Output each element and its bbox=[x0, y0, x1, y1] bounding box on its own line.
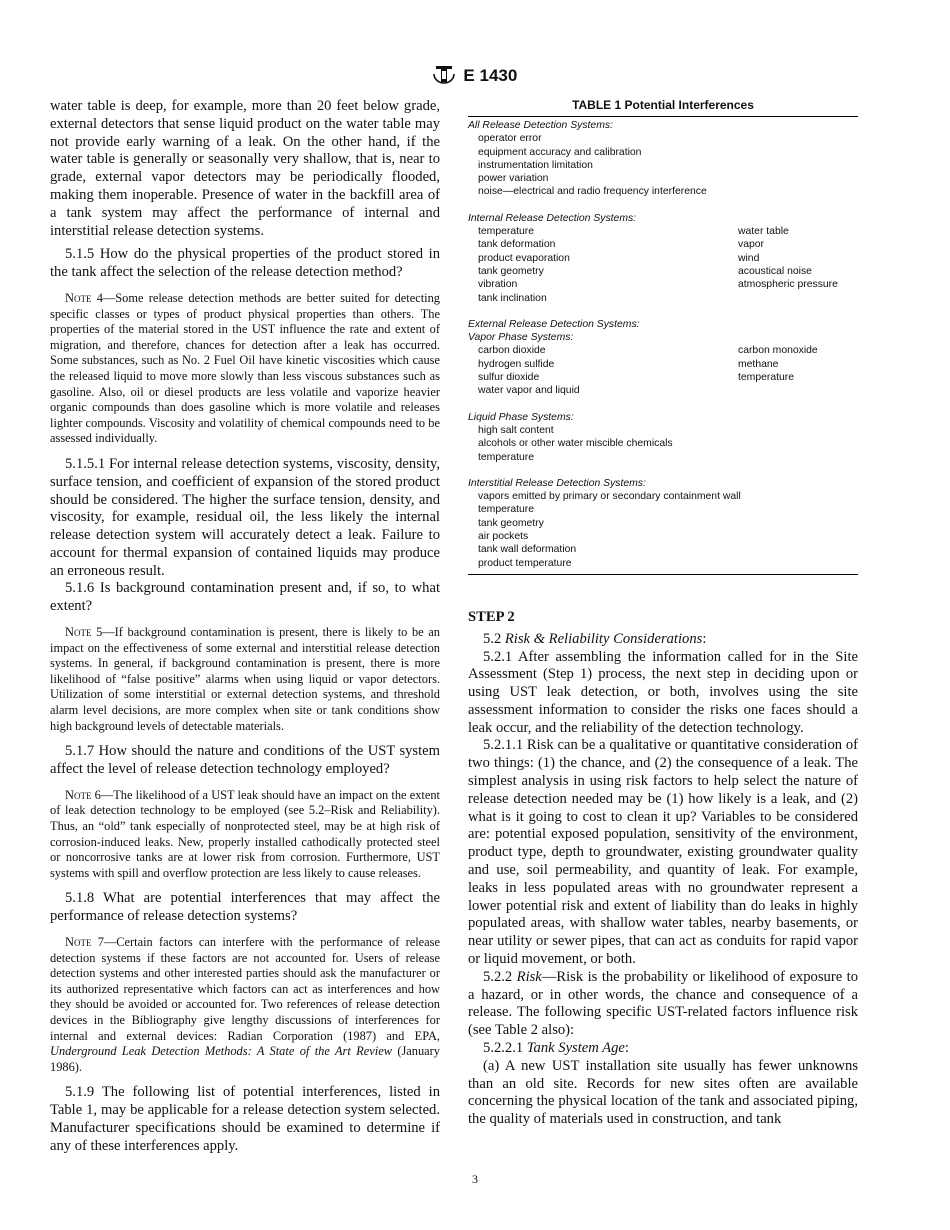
left-column bbox=[50, 98, 440, 1156]
section-5-2 bbox=[468, 631, 858, 649]
table-item: air pockets bbox=[478, 531, 529, 543]
table-item: tank geometry bbox=[478, 517, 544, 529]
section-5-2-1-1: 5.2.1.1 Risk can be a qualitative or quantitative consideration of two things: (1) the chance, and (2) the consequence of a leak. The simplest analysis in using risk factors to help select the nature of release detection needed may be (1) how likely is a leak, and (2) what is it going to cost to clean it up? Variables to be considered are: potential exposed population, sensitivity of the environment, product type, depth to groundwater, existing groundwater quality and use, soil permeability, and quantity of leak. For example, leaks in less populated areas with no groundwater represent a lower potential risk and extent of liability than do leaks in highly populated areas, with shallow water tables, nearby basements, or near utility or sewer pipes, that can act as conduits for rapid vapor or liquid movement, or both. bbox=[468, 737, 858, 968]
note-4 bbox=[50, 291, 440, 447]
internal-items bbox=[468, 225, 858, 305]
table-item: tank geometry bbox=[478, 265, 544, 277]
interstitial-items bbox=[468, 490, 858, 570]
table-item: hydrogen sulfide bbox=[478, 358, 555, 370]
note-6 bbox=[50, 788, 440, 882]
section-5-1-7: 5.1.7 How should the nature and conditions of the UST system affect the level of release detection technology employed? bbox=[50, 743, 440, 778]
vapor-items bbox=[468, 344, 858, 397]
table-item: noise—electrical and radio frequency interference bbox=[478, 186, 707, 198]
section-5-1-5: 5.1.5 How do the physical properties of the product stored in the tank affect the selection of the release detection method? bbox=[50, 246, 440, 281]
astm-logo-icon bbox=[433, 64, 455, 84]
right-column bbox=[468, 98, 858, 1129]
table-item: temperature bbox=[738, 372, 795, 384]
table-item: temperature bbox=[478, 504, 535, 516]
item-a bbox=[468, 1058, 858, 1129]
note-label: Note bbox=[65, 934, 92, 949]
section-number: 5.2 bbox=[483, 630, 505, 647]
note-text: 5—If background contamination is present, there is likely to be an impact on the effectiveness of some external and interstitial release detection systems. In general, if background contamination is present, there is more likelihood of “false positive” alarms when using liquid or vapor detectors. Utilization of some interstitial or external detection systems, and threshold alarm level decisions, are more complex when site or tank conditions show high background levels of detectable materials. bbox=[50, 625, 440, 733]
note-5 bbox=[50, 625, 440, 734]
table-subcategory: Vapor Phase Systems: bbox=[468, 332, 574, 344]
table-category: All Release Detection Systems: bbox=[468, 120, 613, 131]
page-number: 3 bbox=[472, 1172, 478, 1186]
table-item: carbon monoxide bbox=[738, 345, 818, 357]
punct: : bbox=[624, 1040, 629, 1057]
interferences-table bbox=[468, 116, 858, 575]
note-7 bbox=[50, 935, 440, 1075]
section-number: 5.2.2.1 bbox=[483, 1040, 527, 1057]
internal-col2 bbox=[728, 225, 858, 305]
vapor-col1 bbox=[468, 344, 728, 397]
note-label: Note bbox=[65, 290, 92, 305]
all-items bbox=[468, 132, 858, 198]
table-item: vapors emitted by primary or secondary containment wall bbox=[478, 491, 741, 503]
table-category: External Release Detection Systems: bbox=[468, 318, 640, 330]
table-item: equipment accuracy and calibration bbox=[478, 146, 642, 158]
table-item: instrumentation limitation bbox=[478, 159, 593, 171]
section-5-1-8: 5.1.8 What are potential interferences that may affect the performance of release detection systems? bbox=[50, 890, 440, 925]
table-item: alcohols or other water miscible chemicals bbox=[478, 438, 673, 450]
section-5-1-9: 5.1.9 The following list of potential interferences, listed in Table 1, may be applicable for a release detection system selected. Manufacturer specifications should be examined to determine if any of these interferences apply. bbox=[50, 1084, 440, 1154]
note-text: 7—Certain factors can interfere with the performance of release detection systems if these factors are not accounted for. Users of release detection systems and other interested parties should ask the manufacturer or its authorized representative which factors can act as interferences and how they should be avoided or accounted for. Two references of release detection devices in the Bibliography give lengthy discussions of interferences for internal and external devices: Radian Corporation (1987) and EPA, bbox=[50, 934, 440, 1043]
table-item: vapor bbox=[738, 239, 764, 251]
section-5-2-2-1 bbox=[468, 1040, 858, 1058]
table-item: water table bbox=[738, 226, 789, 238]
table-item: temperature bbox=[478, 226, 535, 238]
section-term: Risk bbox=[516, 968, 542, 985]
section-title: Risk & Reliability Considerations bbox=[504, 630, 703, 647]
table-item: temperature bbox=[478, 451, 535, 463]
table-item: high salt content bbox=[478, 424, 554, 436]
item-label: (a) bbox=[483, 1057, 500, 1074]
section-title: Tank System Age bbox=[526, 1040, 625, 1057]
note-text: (January 1986). bbox=[50, 1044, 440, 1074]
section-number: 5.2.2 bbox=[483, 968, 517, 985]
page-header bbox=[0, 64, 950, 86]
table-subcategory: Liquid Phase Systems: bbox=[468, 411, 574, 423]
note-label: Note bbox=[65, 787, 92, 802]
table-item: atmospheric pressure bbox=[738, 279, 838, 291]
standard-designation: E 1430 bbox=[463, 66, 518, 85]
section-5-1-6: 5.1.6 Is background contamination present and, if so, to what extent? bbox=[50, 580, 440, 615]
liquid-items bbox=[468, 424, 858, 464]
internal-col1 bbox=[468, 225, 728, 305]
note-label: Note bbox=[65, 625, 92, 640]
table-item: product temperature bbox=[478, 557, 572, 569]
item-text: A new UST installation site usually has fewer unknowns than an old site. Records for new sites often are available concerning the physical location of the tank and associated piping, the quality of materials used in construction, and tank bbox=[468, 1057, 858, 1128]
section-5-2-1: 5.2.1 After assembling the information called for in the Site Assessment (Step 1) process, the next step in deciding upon or using UST leak detection, or both, involves using the site assessment information to consider the risks one faces should a leak occur, and the reliability of the detection technology. bbox=[468, 648, 858, 736]
reference-title: Underground Leak Detection Methods: A State of the Art Review bbox=[50, 1044, 392, 1059]
intro-paragraph: water table is deep, for example, more than 20 feet below grade, external detectors that sense liquid product on the water table may not provide early warning of a leak. On the other hand, if the water table is generally or seasonally very shallow, that is, near to grade, external vapor detectors may be periodically flooded, making them inoperable. Presence of water in the backfill area of a tank system may affect the performance of internal and interstitial release detection systems. bbox=[50, 98, 440, 239]
section-text: —Risk is the probability or likelihood of exposure to a hazard, or in other words, the chance and consequence of a release. The following specific UST-related factors influence risk (see Table 2 also): bbox=[468, 968, 858, 1039]
table-title: TABLE 1 Potential Interferences bbox=[572, 98, 754, 112]
table-item: operator error bbox=[478, 133, 542, 145]
table-item: sulfur dioxide bbox=[478, 372, 540, 384]
table-item: water vapor and liquid bbox=[478, 385, 580, 397]
table-item: power variation bbox=[478, 173, 549, 185]
punct: : bbox=[702, 630, 707, 647]
section-5-2-2 bbox=[468, 969, 858, 1040]
table-item: product evaporation bbox=[478, 252, 570, 264]
table-item: carbon dioxide bbox=[478, 345, 546, 357]
table-item: wind bbox=[738, 252, 760, 264]
table-item: methane bbox=[738, 358, 779, 370]
step-heading: STEP 2 bbox=[468, 608, 515, 625]
table-item: acoustical noise bbox=[738, 265, 812, 277]
table-item: tank deformation bbox=[478, 239, 556, 251]
note-text: 6—The likelihood of a UST leak should have an impact on the extent of leak detection technology to be employed (see 5.2–Risk and Reliability). Thus, an “old” tank especially of nonprotected steel, may be at high risk of corrosion-induced leaks. New, properly installed cathodically protected steel or noncorrosive tanks are at lower risk from corrosion. Furthermore, UST systems with spill and overflow protection are less likely to cause releases. bbox=[50, 787, 440, 880]
table-item: tank wall deformation bbox=[478, 544, 577, 556]
vapor-col2 bbox=[728, 344, 858, 397]
table-item: vibration bbox=[478, 279, 518, 291]
table-item: tank inclination bbox=[478, 292, 547, 304]
table-category: Interstitial Release Detection Systems: bbox=[468, 477, 646, 489]
note-text: 4—Some release detection methods are better suited for detecting specific classes or types of product physical properties than others. The properties of the material stored in the UST influence the rate and extent of migration, and therefore, chances for detection after a leak has occurred. Some substances, such as No. 2 Fuel Oil have kinetic viscosities which cause the released liquid to move more slowly than less viscous substances such as gasoline. Also, oil or diesel products are less volatile and vaporize heavier organic compounds than does gasoline which is more volatile and releases lighter compounds. Viscosity and volatility of chemical compounds need to be assessed individually. bbox=[50, 290, 440, 446]
table-category: Internal Release Detection Systems: bbox=[468, 212, 637, 224]
section-5-1-5-1: 5.1.5.1 For internal release detection systems, viscosity, density, surface tension, and coefficient of expansion of the stored product should be considered. The higher the surface tension, density, and viscosity, for example, residual oil, the less likely the internal release detection system will accurately detect a leak. Failure to account for thermal expansion of contained liquids may produce an erroneous result. bbox=[50, 455, 440, 579]
